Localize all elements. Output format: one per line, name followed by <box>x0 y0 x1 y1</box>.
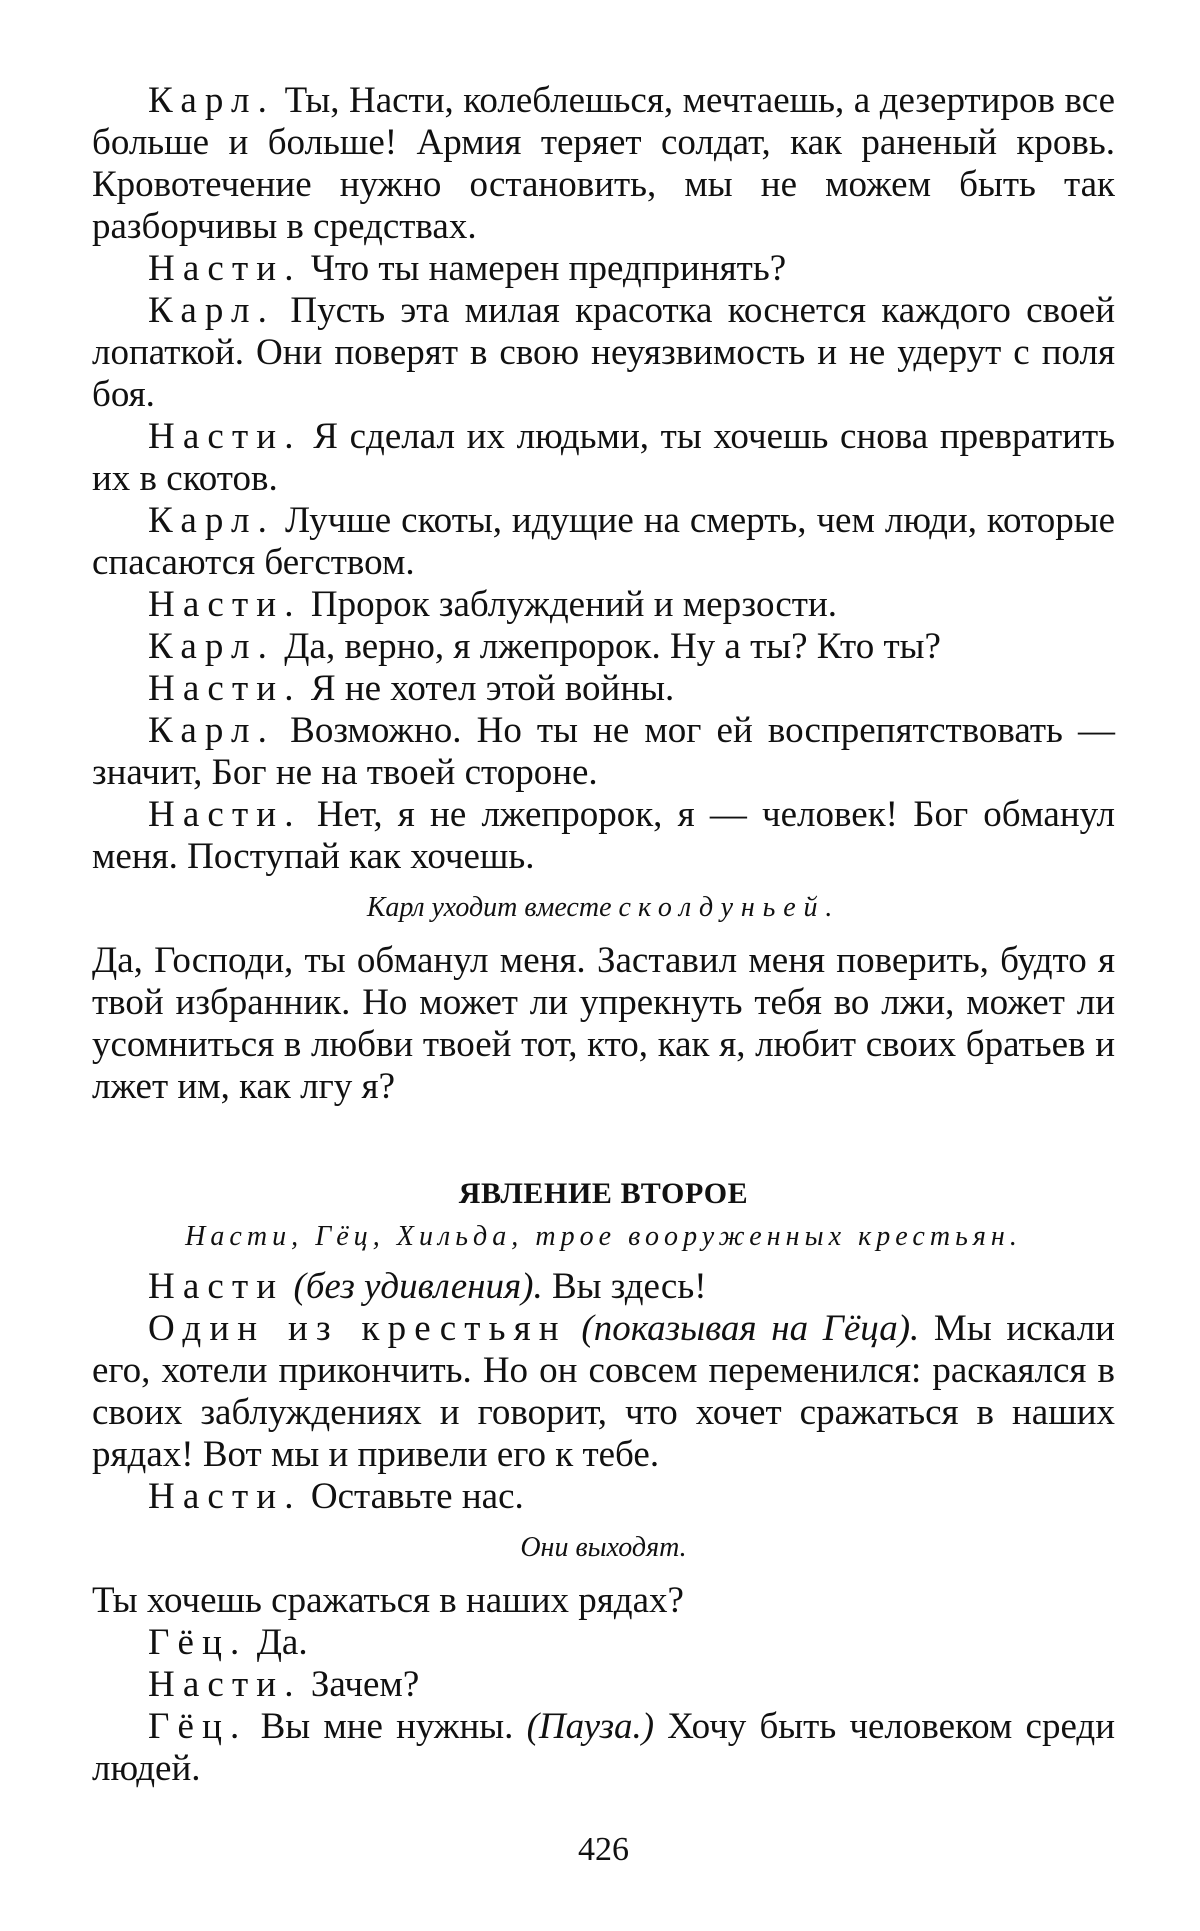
speaker-name: Карл. <box>148 626 276 667</box>
speaker-name: Насти <box>148 1266 285 1307</box>
dialogue-text: Вы мне нужны. <box>247 1706 527 1747</box>
dialogue-text: Хочу быть человеком среди людей. <box>92 1706 1116 1789</box>
dialogue-text: Ты, Насти, колеблешься, мечтаешь, а дезертиров все больше и больше! Армия теряет солдат, как раненый кровь. Кровотечение нужно остановить, мы не можем быть так разборчивы в средствах. <box>92 80 1115 247</box>
dialogue-paragraph <box>92 1622 1115 1664</box>
speaker-name: Насти. <box>148 1664 302 1705</box>
dialogue-paragraph <box>92 500 1115 584</box>
speaker-name: Насти. <box>148 1476 302 1517</box>
dialogue-text: Лучше скоты, идущие на смерть, чем люди, которые спасаются бегством. <box>92 500 1115 583</box>
dialogue-text: Мы искали его, хотели прикончить. Но он совсем переменился: раскаялся в своих заблуждениях и говорит, что хочет сражаться в наших рядах! Вот мы и привели его к тебе. <box>92 1308 1115 1475</box>
speaker-name: Насти. <box>148 584 302 625</box>
dialogue-text: Пусть эта милая красотка коснется каждого своей лопаткой. Они поверят в свою неуязвимость и не удерут с поля боя. <box>92 290 1115 415</box>
inline-stage-direction: (Пауза.) <box>526 1706 655 1747</box>
speaker-name: Карл. <box>148 710 276 751</box>
dialogue-paragraph <box>92 668 1115 710</box>
dialogue-paragraph: Ты хочешь сражаться в наших рядах? <box>92 1580 684 1621</box>
inline-stage-direction: (показывая на Гёца). <box>581 1308 920 1349</box>
book-page <box>92 80 1116 1868</box>
scene-cast: Насти, Гёц, Хильда, трое вооруженных крестьян. <box>185 1221 1022 1252</box>
speaker-name: Карл. <box>148 290 276 331</box>
dialogue-paragraph <box>92 1706 1115 1790</box>
dialogue-text: Оставьте нас. <box>301 1476 524 1517</box>
dialogue-text: Да. <box>247 1622 308 1663</box>
stage-direction <box>92 888 1115 928</box>
dialogue-paragraph <box>92 248 1115 290</box>
dialogue-text: Что ты намерен предпринять? <box>301 248 787 289</box>
scene-title: ЯВЛЕНИЕ ВТОРОЕ <box>458 1177 749 1210</box>
dialogue-paragraph <box>92 626 1115 668</box>
dialogue-text: Возможно. Но ты не мог ей воспрепятствовать — значит, Бог не на твоей стороне. <box>92 710 1115 793</box>
page-number: 426 <box>578 1831 629 1868</box>
speaker-name: Насти. <box>148 248 302 289</box>
stage-direction-text: Карл уходит вместе с <box>366 892 638 923</box>
dialogue-paragraph <box>92 1308 1115 1476</box>
dialogue-paragraph <box>92 710 1115 794</box>
speaker-name: Карл. <box>148 80 276 121</box>
speaker-name: Карл. <box>148 500 276 541</box>
dialogue-paragraph <box>92 794 1115 878</box>
speaker-name: Гёц. <box>148 1622 248 1663</box>
dialogue-text: Вы здесь! <box>542 1266 707 1307</box>
dialogue-text: Я сделал их людьми, ты хочешь снова превратить их в скотов. <box>92 416 1115 499</box>
stage-direction: Они выходят. <box>520 1532 687 1563</box>
dialogue-text: Пророк заблуждений и мерзости. <box>301 584 838 625</box>
speaker-name: Насти. <box>148 416 302 457</box>
dialogue-paragraph <box>92 584 1115 626</box>
dialogue-paragraph <box>92 1664 1115 1706</box>
dialogue-text: Да, верно, я лжепророк. Ну а ты? Кто ты? <box>275 626 941 667</box>
dialogue-text: Я не хотел этой войны. <box>301 668 675 709</box>
dialogue-paragraph <box>92 1266 1115 1308</box>
inline-stage-direction: (без удивления). <box>293 1266 543 1307</box>
stage-direction-spaced: колдуньей. <box>637 892 841 923</box>
speaker-name: Один из крестьян <box>148 1308 567 1349</box>
speaker-name: Гёц. <box>148 1706 248 1747</box>
dialogue-paragraph <box>92 80 1115 248</box>
speaker-name: Насти. <box>148 668 302 709</box>
dialogue-paragraph <box>92 416 1115 500</box>
dialogue-text: Зачем? <box>301 1664 420 1705</box>
dialogue-text: Нет, я не лжепророк, я — человек! Бог обманул меня. Поступай как хочешь. <box>92 794 1115 877</box>
monologue-paragraph: Да, Господи, ты обманул меня. Заставил меня поверить, будто я твой избранник. Но может ли упрекнуть тебя во лжи, может ли усомниться в любви твоей тот, кто, как я, любит своих братьев и лжет им, как лгу я? <box>92 940 1115 1107</box>
dialogue-paragraph <box>92 290 1115 416</box>
speaker-name: Насти. <box>148 794 302 835</box>
dialogue-paragraph <box>92 1476 1115 1518</box>
